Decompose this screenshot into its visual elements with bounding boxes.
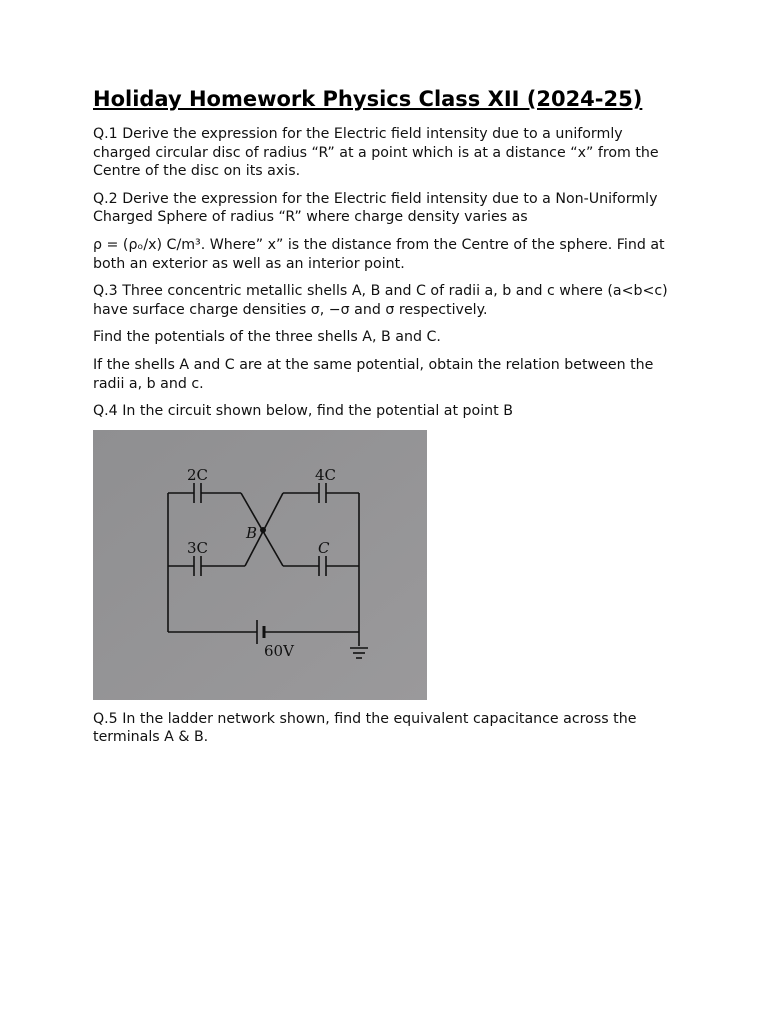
- cap-3c-label: 3C: [187, 538, 209, 557]
- node-b-dot: [260, 527, 266, 533]
- node-b-label: B: [246, 523, 258, 542]
- circuit-diagram: [93, 430, 427, 700]
- cap-c-label: C: [318, 538, 330, 557]
- battery-label: 60V: [264, 641, 294, 660]
- question-5: Q.5 In the ladder network shown, find the equivalent capacitance across the terminals A & B.: [93, 710, 637, 746]
- question-2-formula: ρ = (ρₒ/x) C/m³. Where” x” is the distance from the Centre of the sphere. Find at both an exterior as well as an interior point.: [93, 236, 665, 272]
- circuit-figure: [93, 430, 427, 700]
- page-title: Holiday Homework Physics Class XII (2024-25): [93, 87, 643, 111]
- question-4: Q.4 In the circuit shown below, find the potential at point B: [93, 403, 513, 420]
- cap-4c-label: 4C: [315, 465, 337, 484]
- cap-2c-label: 2C: [187, 465, 209, 484]
- question-3-part-a: Find the potentials of the three shells A, B and C.: [93, 329, 441, 346]
- question-3-part-b: If the shells A and C are at the same potential, obtain the relation between the radii a, b and c.: [93, 356, 654, 392]
- question-2-intro: Q.2 Derive the expression for the Electric field intensity due to a Non-Uniformly Charged Sphere of radius “R” where charge density varies as: [93, 190, 658, 226]
- document-body: [93, 86, 683, 756]
- question-3-intro: Q.3 Three concentric metallic shells A, B and C of radii a, b and c where (a<b<c) have surface charge densities σ, −σ and σ respectively.: [93, 283, 668, 318]
- question-1: Q.1 Derive the expression for the Electric field intensity due to a uniformly charged circular disc of radius “R” at a point which is at a distance “x” from the Centre of the disc on its axis.: [93, 126, 659, 180]
